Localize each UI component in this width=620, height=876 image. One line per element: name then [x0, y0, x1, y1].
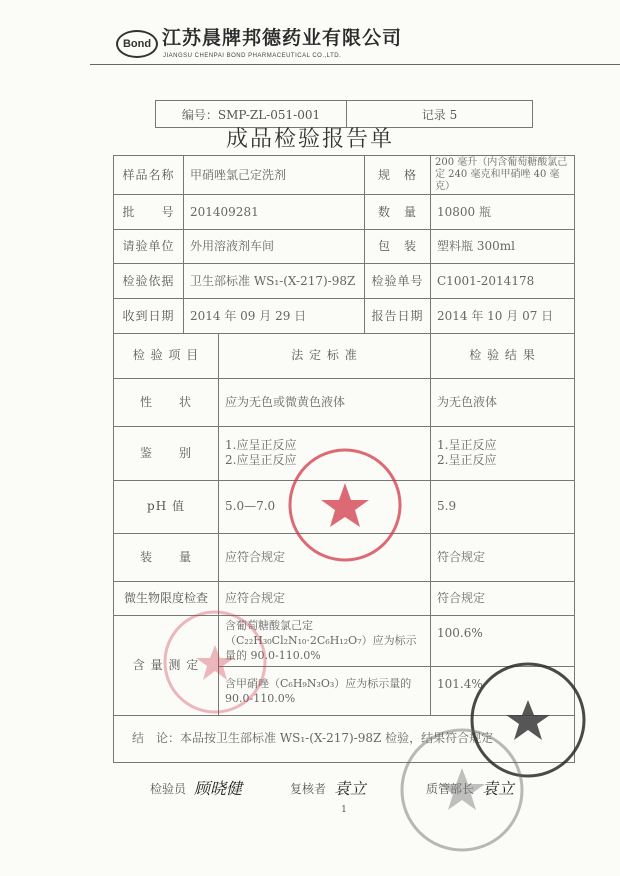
test-standard: 应符合规定 [219, 581, 431, 615]
signature-row [113, 779, 575, 799]
info-value: 2014 年 09 月 29 日 [184, 299, 365, 334]
info-label: 批 号 [114, 195, 184, 230]
page-mark: 1 [341, 804, 347, 815]
info-value: 200 毫升（内含葡萄糖酸氯己定 240 毫克和甲硝唑 40 毫克） [431, 156, 575, 195]
inspector-label: 检验员 [150, 781, 187, 796]
info-label: 收到日期 [114, 299, 184, 334]
test-standard: 5.0—7.0 [219, 480, 431, 533]
test-header-row [114, 334, 575, 378]
test-item: pH 值 [114, 480, 219, 533]
inspector-signature: 顾晓健 [194, 778, 243, 798]
info-value: 卫生部标准 WS₁-(X-217)-98Z [184, 264, 365, 299]
doc-record: 记录 5 [421, 107, 458, 122]
info-row [114, 195, 575, 230]
test-standard: 含甲硝唑（C₆H₉N₃O₃）应为标示量的 90.0-110.0% [219, 666, 431, 715]
column-header: 检 验 结 果 [431, 334, 575, 378]
company-name-en: JIANGSU CHENPAI BOND PHARMACEUTICAL CO.,LTD. [163, 53, 342, 59]
test-standard: 1.应呈正反应 2.应呈正反应 [219, 426, 431, 480]
test-item: 微生物限度检查 [114, 581, 219, 615]
info-table [113, 155, 575, 334]
info-value: 塑料瓶 300ml [431, 230, 575, 264]
info-label: 数 量 [365, 195, 431, 230]
test-result: 1.呈正反应 2.呈正反应 [431, 426, 575, 480]
test-item: 装 量 [114, 533, 219, 581]
info-label: 检验单号 [365, 264, 431, 299]
doc-code-box [155, 100, 533, 128]
qa-signature: 袁立 [482, 778, 515, 798]
reviewer-signature: 袁立 [334, 778, 367, 798]
test-row [114, 581, 575, 615]
column-header: 检 验 项 目 [114, 334, 219, 378]
company-name: 江苏晨牌邦德药业有限公司 [162, 27, 403, 49]
info-label: 检验依据 [114, 264, 184, 299]
test-item: 鉴 别 [114, 426, 219, 480]
info-row [114, 264, 575, 299]
test-row [114, 533, 575, 581]
info-label: 规 格 [365, 156, 431, 195]
test-item: 含 量 测 定 [114, 615, 219, 715]
info-value: 10800 瓶 [431, 195, 575, 230]
info-label: 样品名称 [114, 156, 184, 195]
info-value: C1001-2014178 [431, 264, 575, 299]
test-result: 符合规定 [431, 533, 575, 581]
test-table [113, 334, 575, 763]
test-result: 100.6% [431, 615, 575, 666]
conclusion-row [114, 715, 575, 762]
info-value: 201409281 [184, 195, 365, 230]
test-row [114, 480, 575, 533]
test-row [114, 426, 575, 480]
doc-number: 编号：SMP-ZL-051-001 [156, 101, 347, 127]
header-divider [90, 64, 620, 65]
column-header: 法 定 标 准 [219, 334, 431, 378]
assay-row [114, 615, 575, 666]
info-value: 甲硝唑氯己定洗剂 [184, 156, 365, 195]
test-result: 符合规定 [431, 581, 575, 615]
info-row [114, 230, 575, 264]
test-result: 5.9 [431, 480, 575, 533]
page-title: 成品检验报告单 [225, 127, 394, 152]
reviewer-label: 复核者 [290, 781, 327, 796]
test-item: 性 状 [114, 378, 219, 426]
info-row [114, 299, 575, 334]
test-row [114, 378, 575, 426]
conclusion: 结 论：本品按卫生部标准 WS₁-(X-217)-98Z 检验，结果符合规定 [114, 715, 575, 762]
report-body [113, 155, 575, 815]
test-standard: 应为无色或微黄色液体 [219, 378, 431, 426]
info-label: 包 装 [365, 230, 431, 264]
info-value: 2014 年 10 月 07 日 [431, 299, 575, 334]
test-standard: 应符合规定 [219, 533, 431, 581]
test-result: 101.4% [431, 666, 575, 715]
info-row [114, 156, 575, 195]
info-value: 外用溶液剂车间 [184, 230, 365, 264]
qa-label: 质管部长 [426, 781, 475, 796]
info-label: 请验单位 [114, 230, 184, 264]
info-label: 报告日期 [365, 299, 431, 334]
company-logo: Bond [116, 30, 158, 58]
test-result: 为无色液体 [431, 378, 575, 426]
test-standard: 含葡萄糖酸氯己定（C₂₂H₃₀Cl₂N₁₀·2C₆H₁₂O₇）应为标示量的 90.0-110.0% [219, 615, 431, 666]
